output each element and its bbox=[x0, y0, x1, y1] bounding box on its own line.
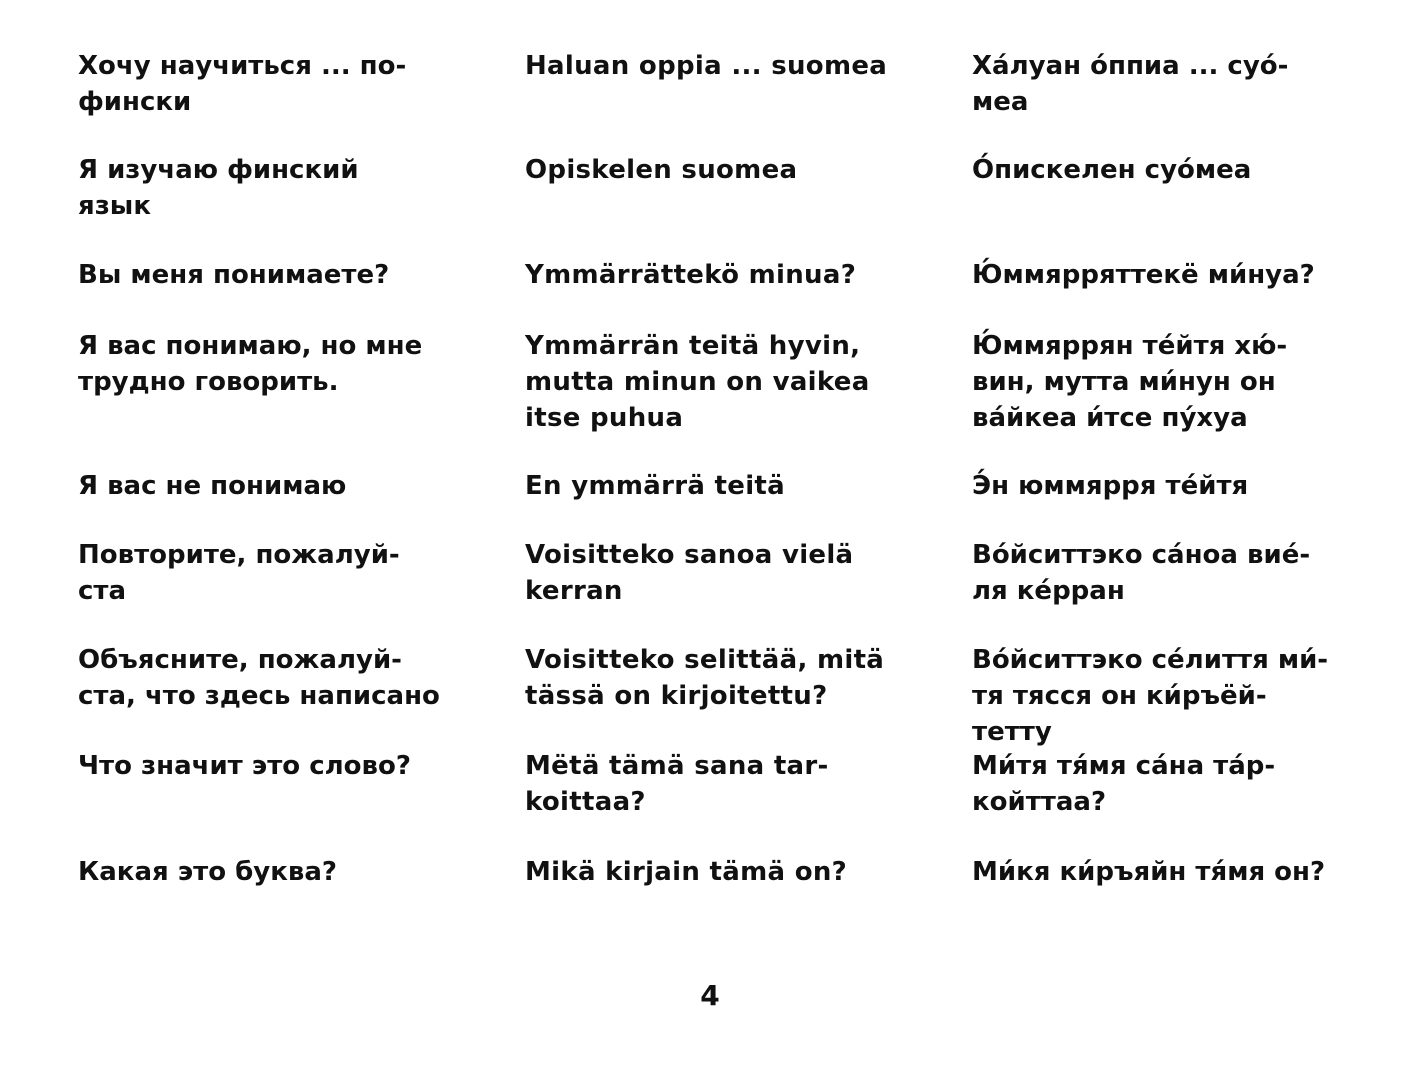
russian-phrase: Я вас понимаю, но мне трудно говорить. bbox=[78, 331, 423, 397]
finnish-phrase: Mëtä tämä sana tar- koittaa? bbox=[525, 751, 829, 817]
russian-phrase: Хочу научиться ... по- фински bbox=[78, 51, 407, 117]
finnish-phrase: Haluan oppia ... suomea bbox=[525, 51, 888, 81]
russian-phrase: Повторите, пожалуй- ста bbox=[78, 540, 400, 606]
finnish-phrase: Voisitteko sanoa vielä kerran bbox=[525, 540, 854, 606]
transcription: Ми́тя тя́мя са́на та́р- койттаа? bbox=[972, 751, 1276, 817]
russian-phrase: Я вас не понимаю bbox=[78, 471, 347, 501]
russian-phrase: Объясните, пожалуй- ста, что здесь написано bbox=[78, 645, 440, 711]
russian-phrase: Я изучаю финский язык bbox=[78, 155, 359, 221]
russian-phrase: Вы меня понимаете? bbox=[78, 260, 390, 290]
finnish-phrase: Opiskelen suomea bbox=[525, 155, 798, 185]
transcription: О́пискелен суо́меа bbox=[972, 155, 1252, 185]
transcription: Ю́ммярряттекё ми́нуа? bbox=[972, 260, 1315, 290]
finnish-phrase: Ymmärrän teitä hyvin, mutta minun on vaikea itse puhua bbox=[525, 331, 870, 433]
page-number: 4 bbox=[700, 979, 720, 1012]
transcription: Во́йситтэко се́лиття ми́- тя тясся он ки́ръёй- тетту bbox=[972, 645, 1329, 747]
russian-phrase: Что значит это слово? bbox=[78, 751, 411, 781]
russian-phrase: Какая это буква? bbox=[78, 857, 337, 887]
finnish-phrase: Voisitteko selittää, mitä tässä on kirjoitettu? bbox=[525, 645, 885, 711]
finnish-phrase: En ymmärrä teitä bbox=[525, 471, 785, 501]
transcription: Э́н юммярря те́йтя bbox=[972, 471, 1249, 501]
transcription: Ми́кя ки́ръяйн тя́мя он? bbox=[972, 857, 1326, 887]
transcription: Во́йситтэко са́ноа вие́- ля ке́рран bbox=[972, 540, 1311, 606]
transcription: Ха́луан о́ппиа ... суо́- меа bbox=[972, 51, 1289, 117]
transcription: Ю́ммяррян те́йтя хю́- вин, мутта ми́нун он ва́йкеа и́тсе пу́хуа bbox=[972, 331, 1288, 433]
finnish-phrase: Ymmärrättekö minua? bbox=[525, 260, 857, 290]
finnish-phrase: Mikä kirjain tämä on? bbox=[525, 857, 848, 887]
